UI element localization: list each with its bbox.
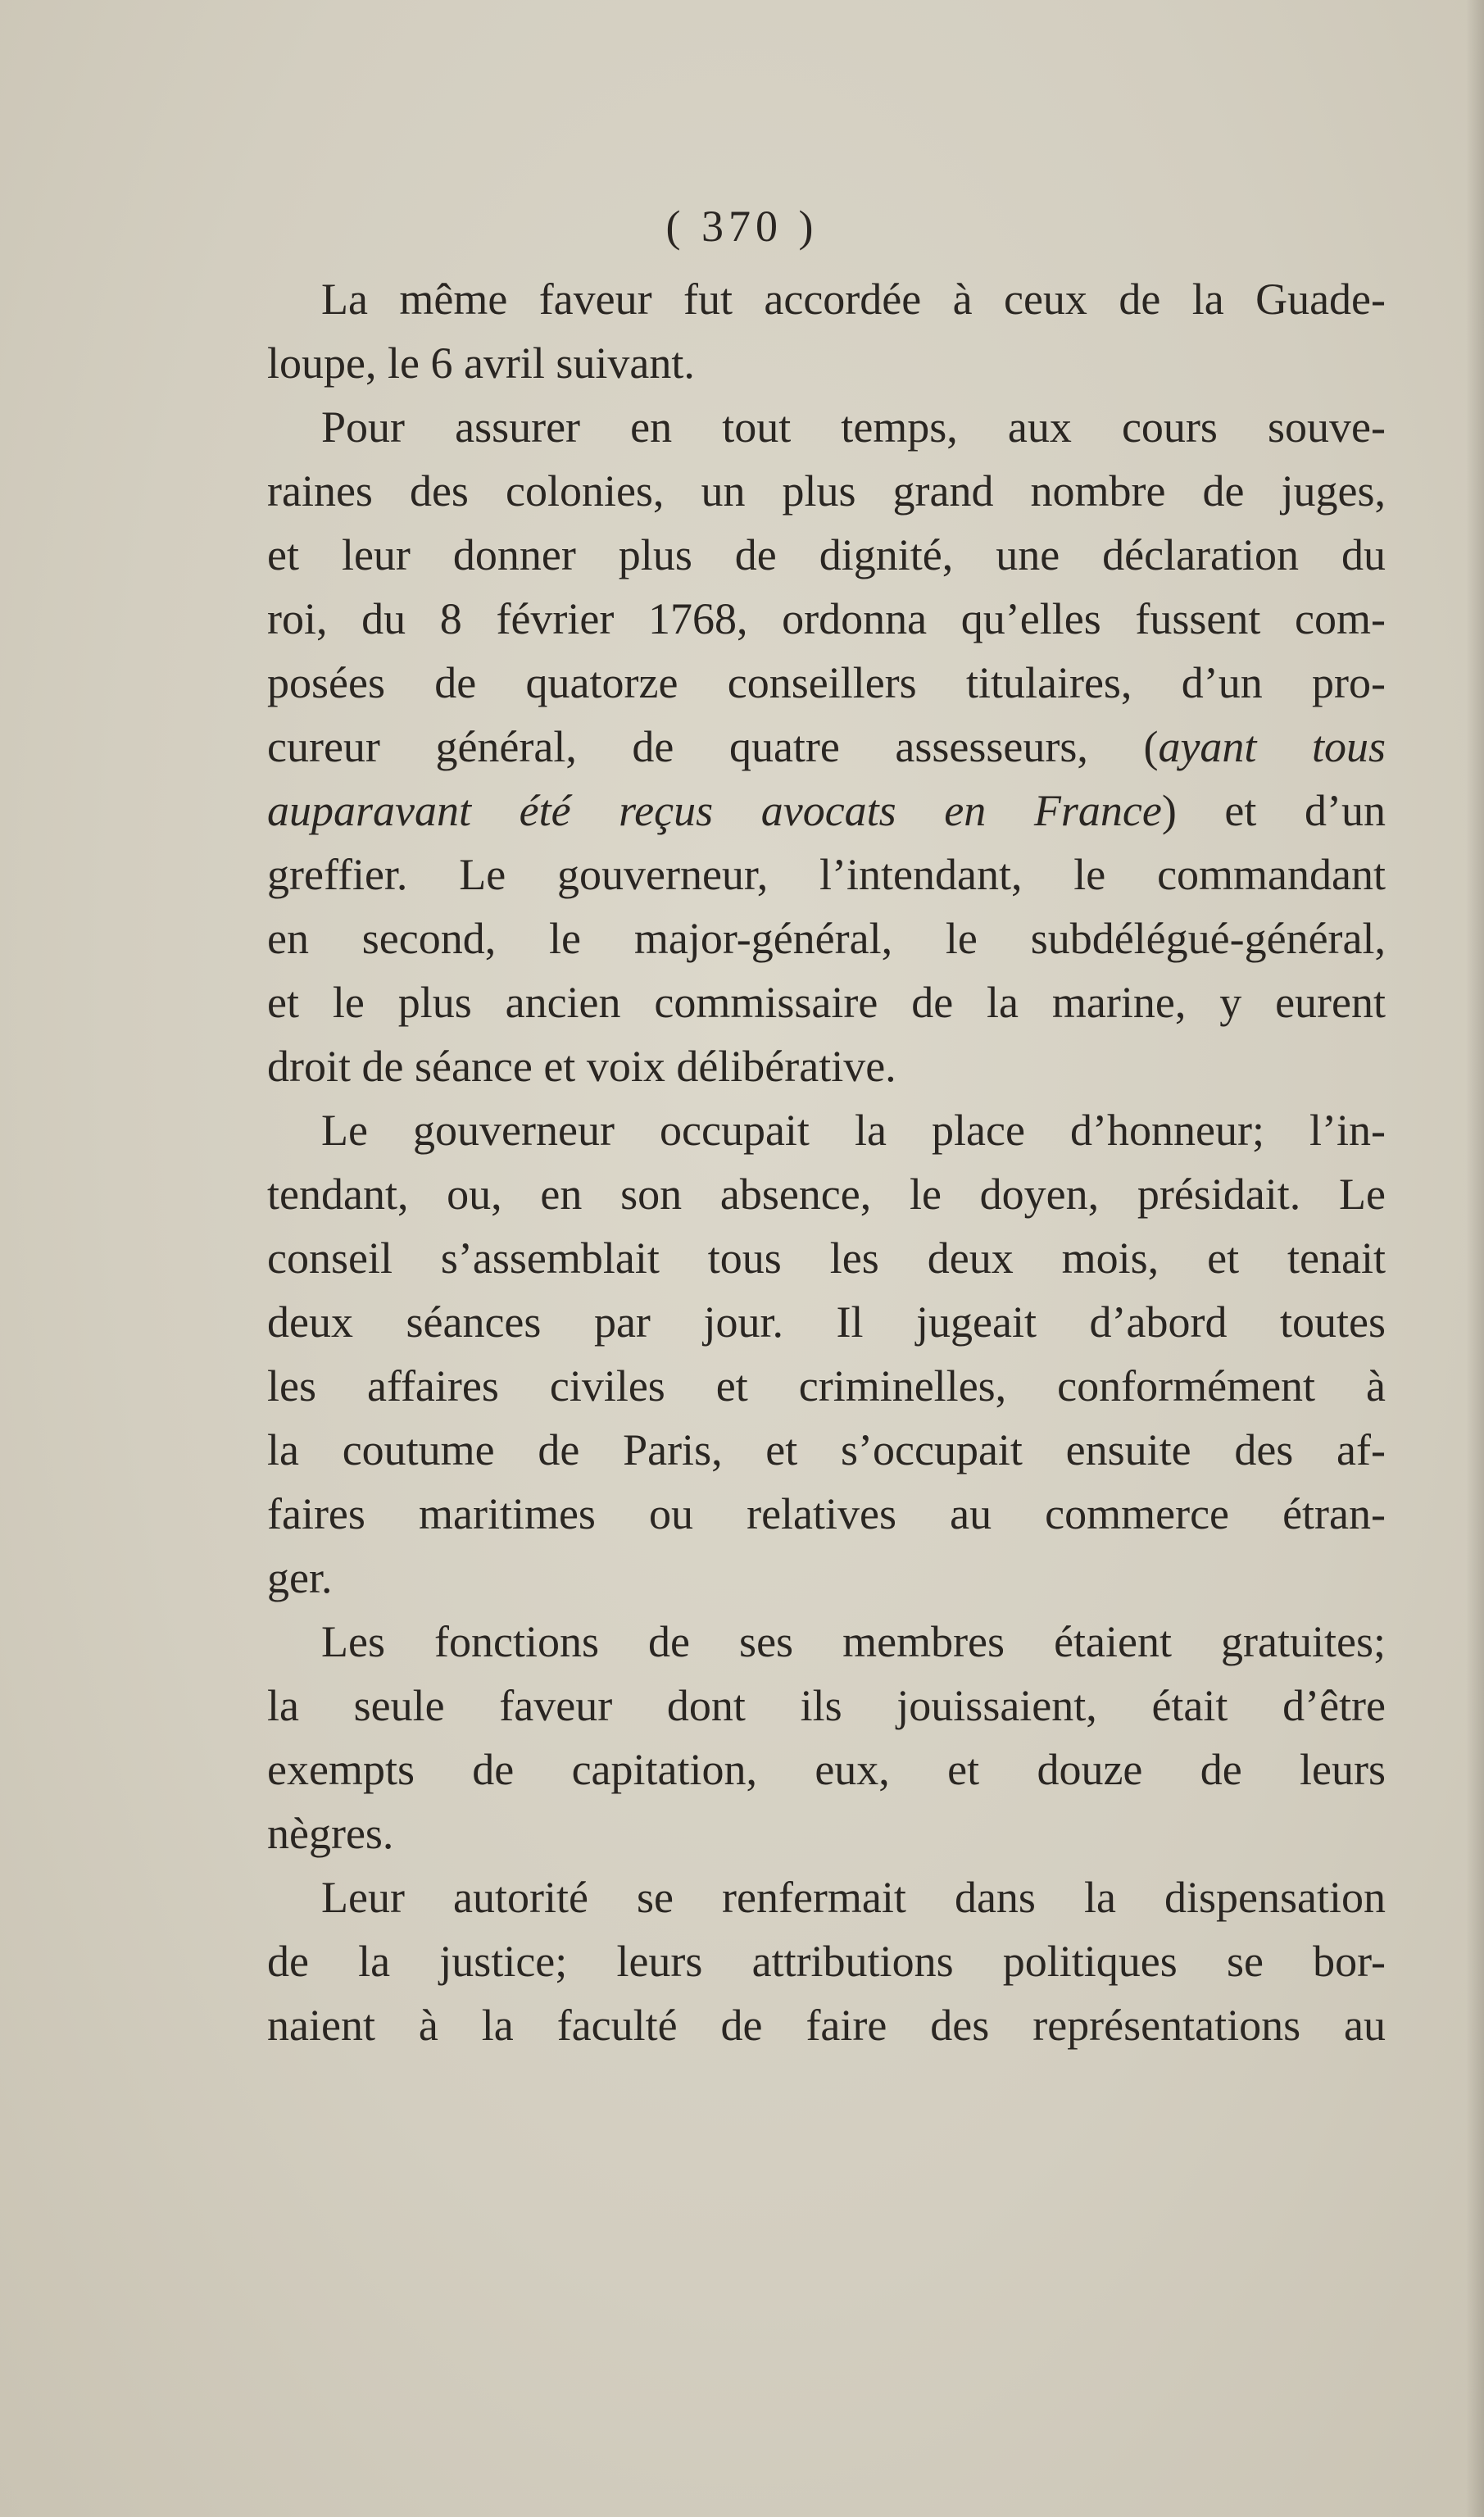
text-line: de la justice; leurs attributions politiques se bor- [267, 1937, 1386, 1986]
text-line: roi, du 8 février 1768, ordonna qu’elles fussent com- [267, 594, 1386, 643]
text-line: naient à la faculté de faire des représentations au [267, 2001, 1386, 2050]
text-line: loupe, le 6 avril suivant. [267, 338, 695, 388]
text-line: tendant, ou, en son absence, le doyen, présidait. Le [267, 1170, 1386, 1219]
page-edge-shadow [1466, 0, 1484, 2517]
text-line: la seule faveur dont ils jouissaient, était d’être [267, 1681, 1386, 1730]
text-line: nègres. [267, 1809, 394, 1858]
text-line: droit de séance et voix délibérative. [267, 1042, 896, 1091]
text-segment: ) et d’un [1161, 786, 1386, 835]
text-line: et le plus ancien commissaire de la marine, y eurent [267, 978, 1386, 1027]
text-line: ger. [267, 1553, 333, 1602]
text-segment: cureur général, de quatre assesseurs, ( [267, 722, 1159, 771]
italic-segment: ayant tous [1158, 722, 1386, 771]
text-line: et leur donner plus de dignité, une déclaration du [267, 530, 1386, 579]
text-line: La même faveur fut accordée à ceux de la Guade- [321, 275, 1386, 324]
text-line: deux séances par jour. Il jugeait d’abord toutes [267, 1297, 1386, 1347]
text-line [267, 715, 1386, 779]
text-line [267, 779, 1386, 843]
text-line: raines des colonies, un plus grand nombre de juges, [267, 466, 1386, 516]
text-line: Pour assurer en tout temps, aux cours souve- [321, 402, 1386, 452]
text-line: Le gouverneur occupait la place d’honneur; l’in- [321, 1106, 1386, 1155]
text-line: posées de quatorze conseillers titulaires, d’un pro- [267, 658, 1386, 707]
text-line: en second, le major-général, le subdélégué-général, [267, 914, 1386, 963]
text-line: faires maritimes ou relatives au commerce étran- [267, 1489, 1386, 1538]
text-line: la coutume de Paris, et s’occupait ensuite des af- [267, 1425, 1386, 1474]
text-line: exempts de capitation, eux, et douze de leurs [267, 1745, 1386, 1794]
body-text [267, 267, 1386, 2057]
page-number: ( 370 ) [665, 202, 819, 251]
text-line: conseil s’assemblait tous les deux mois, et tenait [267, 1234, 1386, 1283]
italic-segment: auparavant été reçus avocats en France [267, 786, 1162, 835]
text-line: greffier. Le gouverneur, l’intendant, le commandant [267, 850, 1386, 899]
text-line: les affaires civiles et criminelles, conformément à [267, 1361, 1386, 1411]
text-line: Les fonctions de ses membres étaient gratuites; [321, 1617, 1386, 1666]
text-line: Leur autorité se renfermait dans la dispensation [321, 1873, 1386, 1922]
